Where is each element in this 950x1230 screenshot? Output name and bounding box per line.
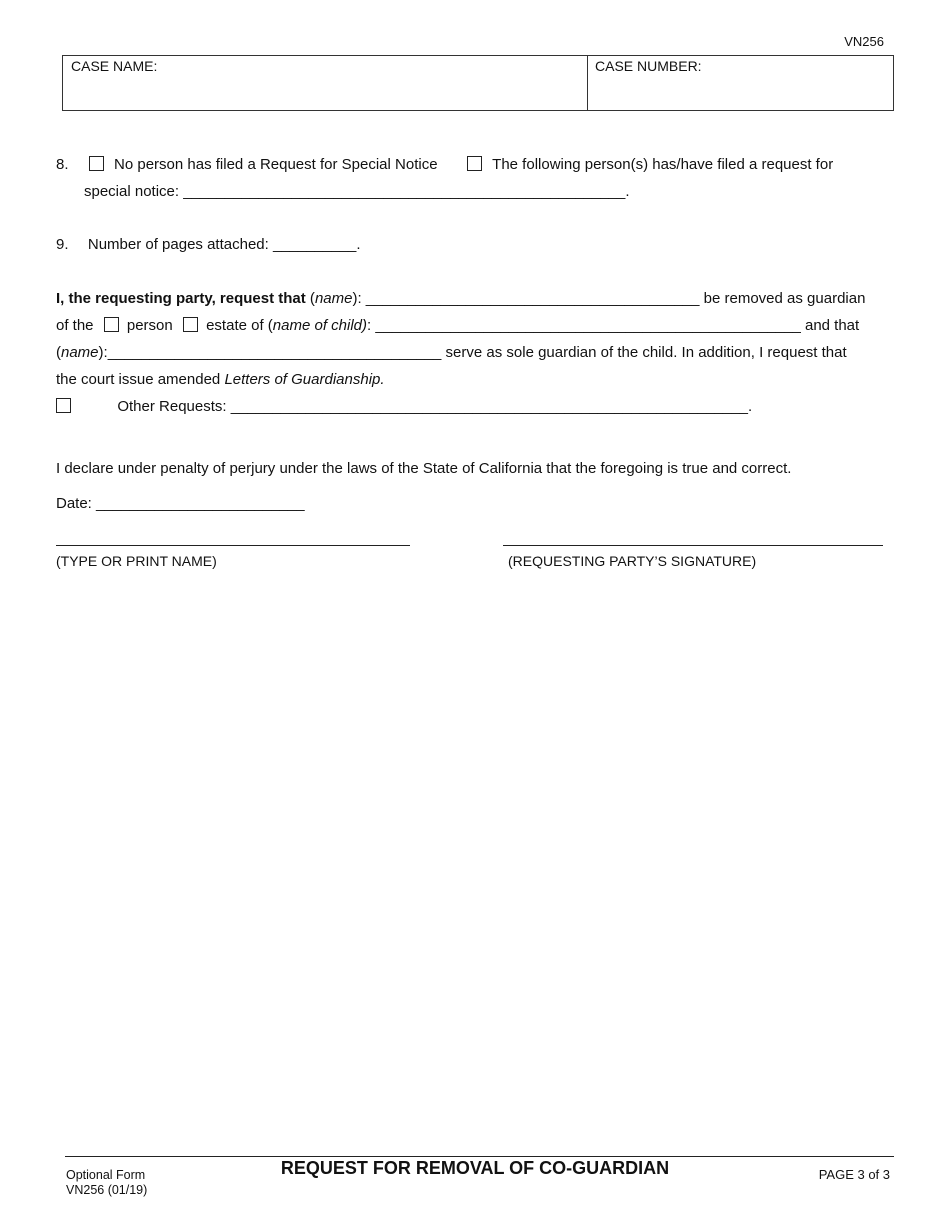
no-special-notice-checkbox[interactable] xyxy=(89,156,104,171)
item8-option2 xyxy=(467,155,833,175)
request-line-3 xyxy=(56,343,847,363)
child-name-field[interactable]: : ___________________________________________________ and that xyxy=(367,317,860,334)
request-name-label: name xyxy=(314,290,353,307)
case-header-box xyxy=(62,55,894,111)
item9-row xyxy=(56,235,361,255)
other-requests-field[interactable]: Other Requests: ______________________________________________________________. xyxy=(117,398,753,415)
person-checkbox[interactable] xyxy=(104,317,119,332)
request-line-1 xyxy=(56,289,865,309)
case-name-label: CASE NAME: xyxy=(71,58,158,74)
sole-guardian-paren: ( xyxy=(56,344,61,361)
guardian-to-remove-field[interactable]: ): ________________________________________ be removed as guardian xyxy=(352,290,866,307)
item8-number: 8. xyxy=(56,156,69,173)
of-the-text: of the xyxy=(56,317,94,334)
estate-checkbox[interactable] xyxy=(183,317,198,332)
sole-guardian-name-label: name xyxy=(61,344,99,361)
case-number-label: CASE NUMBER: xyxy=(595,58,702,74)
form-title: REQUEST FOR REMOVAL OF CO-GUARDIAN xyxy=(280,1158,670,1178)
print-name-label: (TYPE OR PRINT NAME) xyxy=(56,553,217,569)
signature-label: (REQUESTING PARTY’S SIGNATURE) xyxy=(508,553,757,569)
other-requests-checkbox[interactable] xyxy=(56,398,71,413)
request-paren: ( xyxy=(305,290,315,307)
date-field[interactable]: Date: _________________________ xyxy=(56,495,305,512)
request-line-4 xyxy=(56,370,385,390)
print-name-line[interactable] xyxy=(56,545,410,546)
other-requests-row xyxy=(56,397,752,417)
item8-row xyxy=(56,155,438,175)
page-number: PAGE 3 of 3 xyxy=(818,1167,890,1182)
no-special-notice-label: No person has filed a Request for Special Notice xyxy=(114,156,438,173)
special-notice-filed-label: The following person(s) has/have filed a request for xyxy=(492,156,834,173)
case-box-divider xyxy=(587,56,588,110)
perjury-declaration: I declare under penalty of perjury under the laws of the State of California that the foregoing is true and correct. xyxy=(56,460,792,477)
special-notice-filed-checkbox[interactable] xyxy=(467,156,482,171)
item9-number: 9. xyxy=(56,236,69,253)
request-line-2 xyxy=(56,316,859,336)
optional-form-text: Optional Form xyxy=(66,1168,146,1182)
child-name-label: name of child) xyxy=(272,317,368,334)
form-revision: VN256 (01/19) xyxy=(66,1183,148,1197)
form-id: VN256 xyxy=(844,34,884,49)
letters-of-guardianship: Letters of Guardianship. xyxy=(224,371,385,388)
request-lead: I, the requesting party, request that xyxy=(56,290,306,307)
footer-rule xyxy=(65,1156,894,1157)
special-notice-field[interactable]: special notice: _____________________________________________________. xyxy=(84,183,630,200)
amended-letters-text: the court issue amended xyxy=(56,371,225,388)
signature-line[interactable] xyxy=(503,545,883,546)
pages-attached-field[interactable]: Number of pages attached: __________. xyxy=(87,236,361,253)
person-label: person xyxy=(126,317,173,334)
estate-label: estate of ( xyxy=(206,317,273,334)
sole-guardian-field[interactable]: ):________________________________________ serve as sole guardian of the child. In addition, I request that xyxy=(98,344,847,361)
